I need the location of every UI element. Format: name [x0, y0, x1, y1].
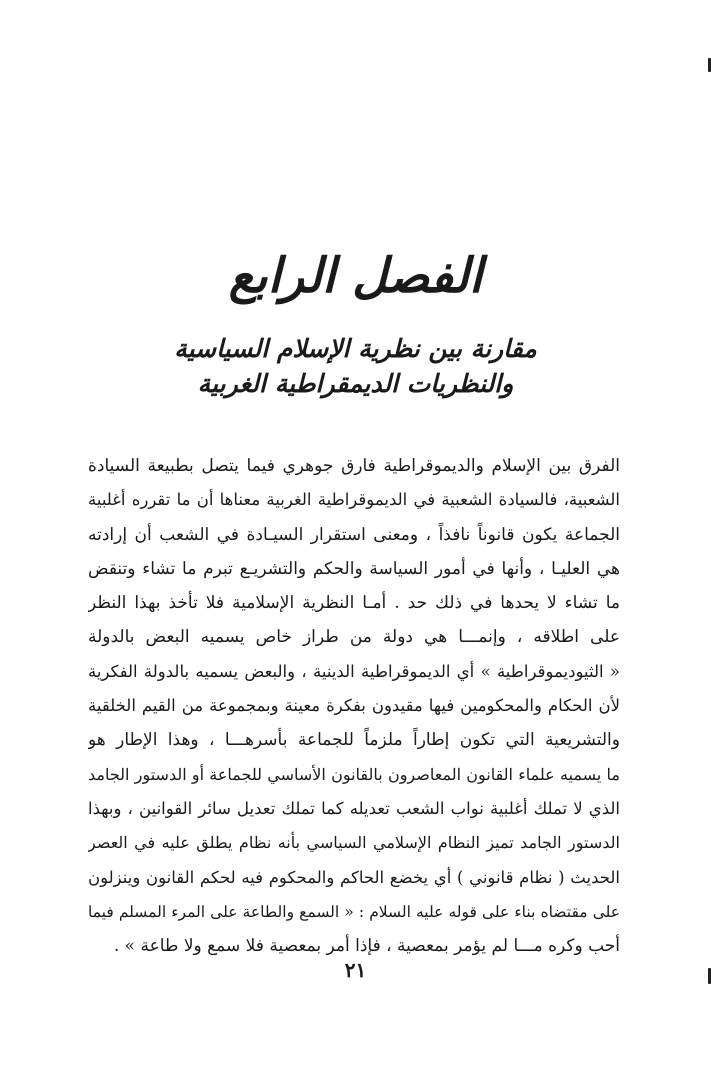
text-line: الدستور الجامد تميز النظام الإسلامي السياسي بأنه نظام يطلق عليه في العصر: [88, 833, 620, 853]
text-line: ما تشاء لا يحدها في ذلك حد . أمـا النظرية الإسلامية فلا تأخذ بهذا النظر: [88, 593, 620, 614]
chapter-subtitle-line-1: مقارنة بين نظرية الإسلام السياسية: [174, 334, 537, 363]
text-line: ما يسميه علماء القانون المعاصرون بالقانون الأساسي للجماعة أو الدستور الجامد: [88, 764, 620, 784]
text-line: الفرق بين الإسلام والديموقراطية فارق جوهري فيما يتصل بطبيعة السيادة: [88, 456, 620, 476]
chapter-title: الفصل الرابع: [228, 248, 483, 304]
text-line: أحب وكره مـــا لم يؤمر بمعصية ، فإذا أمر بمعصية فلا سمع ولا طاعة » .: [113, 936, 620, 957]
text-line: الجماعة يكون قانوناً نافذاً ، ومعنى استقرار السيـادة في الشعب أن إرادته: [88, 524, 620, 545]
body-paragraph: [88, 449, 620, 963]
chapter-subtitle-line-2: والنظريات الديمقراطية الغربية: [197, 369, 514, 398]
text-line: على اطلاقه ، وإنمـــا هي دولة من طراز خاص يسميه البعض بالدولة: [88, 627, 620, 648]
text-line: الشعبية، فالسيادة الشعبية في الديموقراطية الغربية معناها أن ما تقرره أغلبية: [88, 490, 620, 510]
text-line: هي العليـا ، وأنها في أمور السياسة والحكم والتشريـع تبرم ما تشاء وتنقض: [88, 558, 620, 579]
page-number: ٢١: [344, 958, 367, 982]
text-line: الحديث ( نظام قانوني ) أي يخضع الحاكم والمحكوم فيه لحكم القانون وينزلون: [88, 867, 620, 887]
text-line: على مقتضاه بناء على قوله عليه السلام : « السمع والطاعة على المرء المسلم فيما: [88, 902, 620, 921]
text-line: والتشريعية التي تكون إطاراً ملزماً للجماعة بأسرهـــا ، وهذا الإطار هو: [88, 730, 620, 751]
text-line: الذي لا تملك أغلبية نواب الشعب تعديله كما تملك تعديل سائر القوانين ، وبهذا: [88, 798, 620, 818]
text-line: « الثيوديموقراطية » أي الديموقراطية الدينية ، والبعض يسميه بالدولة الفكرية: [88, 661, 620, 681]
text-line: لأن الحكام والمحكومين فيها مقيدون بفكرة معينة وبمجموعة من القيم الخلقية: [88, 696, 620, 716]
